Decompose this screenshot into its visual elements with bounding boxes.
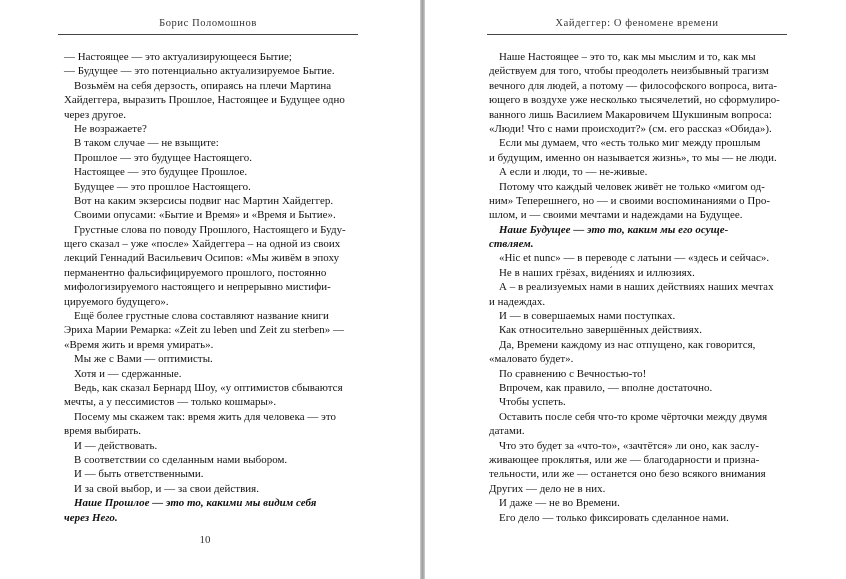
text-line: датами. [489, 425, 525, 438]
text-line: И — действовать. [74, 439, 158, 452]
header-rule [58, 34, 358, 35]
text-line: живающее проклятья, или же — благодарности и призна- [489, 453, 760, 466]
right-page-body [489, 50, 789, 525]
text-line: А – в реализуемых нами в наших действиях наших мечтах [499, 281, 774, 294]
text-line: Хайдеггера, выразить Прошлое, Настоящее и Будущее одно [64, 94, 345, 107]
text-line: ванного лишь Василием Макаровичем Шукшиным вопроса: [489, 108, 772, 121]
text-line: и надеждах. [489, 295, 546, 308]
text-line: перманентно фальсифицируемого прошлого, постоянно [64, 266, 327, 279]
text-line: Своими опусами: «Бытие и Время» и «Время и Бытие». [74, 209, 336, 222]
text-line: Настоящее — это будущее Прошлое. [74, 166, 248, 179]
text-line: «Hic et nunc» — в переводе с латыни — «здесь и сейчас». [499, 252, 770, 265]
text-line: Прошлое — это будущее Настоящего. [74, 151, 253, 164]
text-line: Ведь, как сказал Бернард Шоу, «у оптимистов сбываются [74, 381, 343, 394]
text-line: Не в наших грёзах, виде́ниях и иллюзиях. [499, 266, 695, 279]
text-line: действуем для того, чтобы преодолеть неизбывный трагизм [489, 65, 769, 78]
text-line: мифологизируемого настоящего и непрерывно мистифи- [64, 281, 331, 294]
text-line: Что это будет за «что-то», «зачтётся» ли оно, как заслу- [499, 439, 759, 452]
text-line: И — быть ответственными. [74, 468, 204, 481]
text-line: Вот на каким экзерсисы подвиг нас Мартин Хайдеггер. [74, 194, 334, 207]
text-line: По сравнению с Вечностью-то! [499, 367, 647, 380]
running-head-author: Борис Поломошнов [159, 18, 257, 29]
page-number: 10 [199, 534, 211, 546]
right-page [425, 0, 846, 579]
text-line: «Время жить и время умирать». [64, 338, 214, 351]
text-line: Грустные слова по поводу Прошлого, Настоящего и Буду- [74, 223, 346, 236]
text-line: Ещё более грустные слова составляют название книги [74, 310, 329, 323]
text-line: и будущим, именно он называется жизнь», то мы — не люди. [489, 151, 777, 164]
text-line: шлом, и — своими мечтами и надеждами на Будущее. [489, 209, 743, 222]
header-rule [487, 34, 787, 35]
left-page [0, 0, 420, 579]
text-line: Не возражаете? [74, 122, 147, 135]
text-line: Других — дело не в них. [489, 482, 606, 495]
text-line: время выбирать. [64, 425, 142, 438]
text-line: Да, Времени каждому из нас отпущено, как говорится, [499, 338, 756, 351]
text-line: Посему мы скажем так: время жить для человека — это [74, 410, 336, 423]
text-line: А если и люди, то — не-живые. [499, 166, 648, 179]
text-line: — Будущее — это потенциально актуализируемое Бытие. [64, 65, 335, 78]
text-line: Потому что каждый человек живёт не только «мигом од- [499, 180, 765, 193]
text-line: тельности, или же — останется оно безо всякого внимания [489, 468, 766, 481]
text-line: Наше Настоящее – это то, как мы мыслим и то, как мы [499, 51, 756, 63]
text-line: ним» Теперешнего, но — и своими воспоминаниями о Про- [489, 194, 771, 207]
text-line: Оставить после себя что-то кроме чёрточки между двумя [499, 410, 768, 423]
text-line: Как относительно завершённых действиях. [499, 324, 702, 337]
text-line: В соответствии со сделанным нами выбором. [74, 453, 288, 466]
text-line: «маловато будет». [489, 353, 574, 366]
left-page-body [64, 50, 361, 525]
text-line: вечного для людей, а потому — философского вопроса, вита- [489, 79, 778, 92]
text-line: ющего в воздухе уже несколько тысячелетий, но сформулиро- [489, 94, 780, 107]
text-line: Мы же с Вами — оптимисты. [74, 353, 213, 366]
text-line: Чтобы успеть. [499, 396, 566, 409]
text-line: — Настоящее — это актуализирующееся Бытие; [64, 51, 292, 63]
text-line: лекций Геннадий Васильевич Осипов: «Мы живём в эпоху [64, 252, 340, 265]
emphasis-line: Наше Будущее — это то, каким мы его осуще- [499, 223, 729, 236]
text-line: И — в совершаемых нами поступках. [499, 310, 676, 323]
text-line: «Люди! Что с нами происходит?» (см. его рассказ «Обида»). [489, 122, 772, 135]
text-line: Эриха Марии Ремарка: «Zeit zu leben und Zeit zu sterben» — [64, 324, 344, 337]
text-line: Хотя и — сдержанные. [74, 367, 182, 380]
emphasis-line: Наше Прошлое — это то, какими мы видим себя [74, 497, 317, 510]
text-line: Будущее — это прошлое Настоящего. [74, 180, 251, 193]
text-line: через другое. [64, 108, 127, 121]
running-head-title: Хайдеггер: О феномене времени [555, 18, 719, 29]
text-line: Если мы думаем, что «есть только миг между прошлым [499, 137, 761, 150]
text-line: щего сказал – уже «после» Хайдеггера – на одной из своих [64, 238, 341, 251]
text-line: Его дело — только фиксировать сделанное нами. [499, 511, 729, 524]
text-line: цируемого будущего». [64, 295, 169, 308]
text-line: И за свой выбор, и — за свои действия. [74, 482, 259, 495]
text-line: Возьмём на себя дерзость, опираясь на плечи Мартина [74, 79, 332, 92]
emphasis-line: ствляем. [489, 238, 534, 251]
text-line: В таком случае — не взыщите: [74, 137, 219, 150]
text-line: И даже — не во Времени. [499, 497, 620, 510]
text-line: мечты, а у пессимистов — только кошмары». [64, 396, 277, 409]
text-line: Впрочем, как правило, — вполне достаточно. [499, 381, 713, 394]
emphasis-line: через Него. [64, 511, 118, 524]
